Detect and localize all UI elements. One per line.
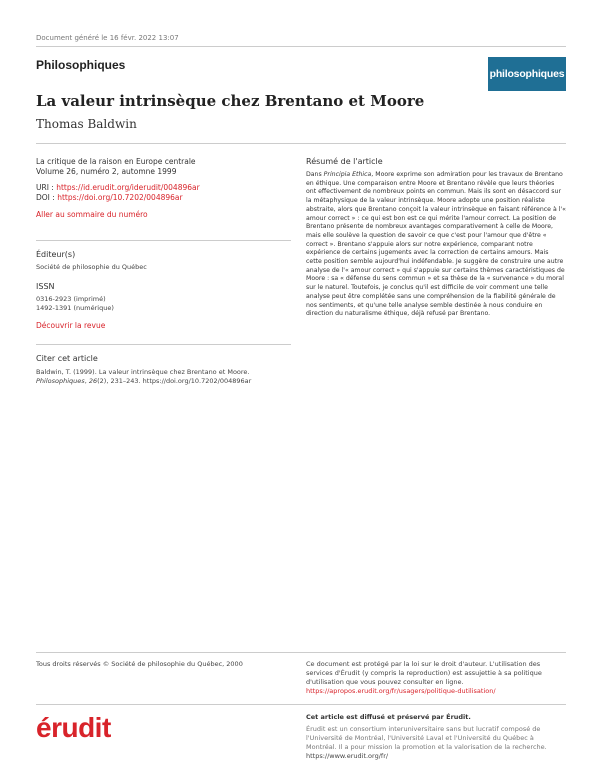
header-divider — [36, 46, 566, 47]
citation-heading: Citer cet article — [36, 354, 98, 363]
issn-heading: ISSN — [36, 282, 55, 291]
copyright-notice: Ce document est protégé par la loi sur le droit d'auteur. L'utilisation des services d'Érudit (y compris la reproduction) est assujettie à sa politique d'utilisation que vous pouvez consulter en ligne. — [306, 660, 542, 686]
dissemination-heading: Cet article est diffusé et préservé par Érudit. — [306, 713, 471, 721]
footer-divider-2 — [36, 704, 566, 705]
issue-volume: Volume 26, numéro 2, automne 1999 — [36, 167, 177, 176]
dissemination-block — [306, 713, 566, 761]
dissemination-text: Érudit est un consortium interuniversitaire sans but lucratif composé de l'Université de Montréal, l'Université Laval et l'Université du Québec à Montréal. Il a pour mission la promotion et la valorisation de la recherche. — [306, 725, 547, 751]
issn-digital: 1492-1391 (numérique) — [36, 304, 114, 312]
abstract-work: Principia Ethica — [323, 171, 372, 178]
title-divider — [36, 143, 566, 144]
doi-label: DOI : — [36, 193, 55, 202]
generation-date: Document généré le 16 févr. 2022 13:07 — [36, 34, 179, 42]
uri-line — [36, 183, 291, 193]
abstract-intro: Dans — [306, 171, 322, 178]
footer-divider — [36, 652, 566, 653]
citation-block — [36, 354, 291, 386]
erudit-logo: érudit — [36, 712, 111, 743]
citation-volume: 26 — [88, 377, 98, 385]
publisher-heading: Éditeur(s) — [36, 250, 76, 259]
issn-print: 0316-2923 (imprimé) — [36, 295, 106, 303]
erudit-link[interactable]: https://www.erudit.org/fr/ — [306, 752, 389, 760]
citation-line1: Baldwin, T. (1999). La valeur intrinsèque chez Brentano et Moore. — [36, 368, 250, 376]
abstract-heading: Résumé de l'article — [306, 157, 383, 166]
article-title: La valeur intrinsèque chez Brentano et Moore — [36, 92, 425, 110]
citation-journal: Philosophiques — [36, 377, 85, 385]
citation-line2: Philosophiques, 26(2), 231–243. https://doi.org/10.7202/004896ar — [36, 377, 252, 385]
left-divider-2 — [36, 344, 291, 345]
abstract-text — [306, 171, 566, 319]
abstract-block — [306, 157, 566, 319]
citation-rest: (2), 231–243. https://doi.org/10.7202/004896ar — [97, 377, 252, 385]
issue-theme: La critique de la raison en Europe centrale — [36, 157, 196, 166]
rights-notice: Tous droits réservés © Société de philosophie du Québec, 2000 — [36, 660, 243, 668]
publisher-name: Société de philosophie du Québec — [36, 263, 147, 271]
copyright-block — [306, 660, 566, 696]
abstract-body: , Moore exprime son admiration pour les travaux de Brentano en éthique. Une comparaison entre Moore et Brentano révèle que leurs théories ont effectivement de nombreux points en commun. Mais ils sont en désaccord sur la métaphysique de la valeur intrinsèque. Moore adopte une position réaliste abstraite, alors que Brentano conçoit la valeur intrinsèque en faisant référence à l'« amour correct » : ce qui est bon est ce qui mérite l'amour correct. La position de Brentano présente de nombreux avantages comparativement à celle de Moore, mais elle soulève la question de savoir ce que c'est pour l'amour que d'être « correct ». Brentano s'appuie alors sur notre expérience, comparant notre expérience de certains jugements avec la correction de certains amours. Mais cette position semble aujourd'hui indéfendable. Je suggère de construire une autre analyse de l'« amour correct » qui s'appuie sur certains thèmes caractéristiques de Moore : sa « défense du sens commun » et sa thèse de la « survenance » du moral sur le naturel. Toutefois, je conclus qu'il est difficile de voir comment une telle analyse peut être complétée sans une compréhension de la fiabilité générale de nos sentiments, et qu'une telle analyse semble destinée à nous conduire en direction du naturalisme éthique, déjà refusé par Brentano. — [306, 171, 566, 318]
left-divider-1 — [36, 240, 291, 241]
publisher-info — [36, 250, 291, 331]
discover-journal-link[interactable]: Découvrir la revue — [36, 321, 106, 330]
issue-summary-link[interactable]: Aller au sommaire du numéro — [36, 210, 148, 219]
policy-link[interactable]: https://apropos.erudit.org/fr/usagers/politique-dutilisation/ — [306, 687, 496, 695]
doi-link[interactable]: https://doi.org/10.7202/004896ar — [57, 193, 183, 202]
uri-link[interactable]: https://id.erudit.org/iderudit/004896ar — [56, 183, 200, 192]
journal-logo: philosophiques — [488, 57, 566, 91]
uri-label: URI : — [36, 183, 54, 192]
issue-info — [36, 157, 291, 220]
doi-line — [36, 193, 291, 203]
journal-name: Philosophiques — [36, 58, 126, 72]
article-author: Thomas Baldwin — [36, 117, 137, 131]
